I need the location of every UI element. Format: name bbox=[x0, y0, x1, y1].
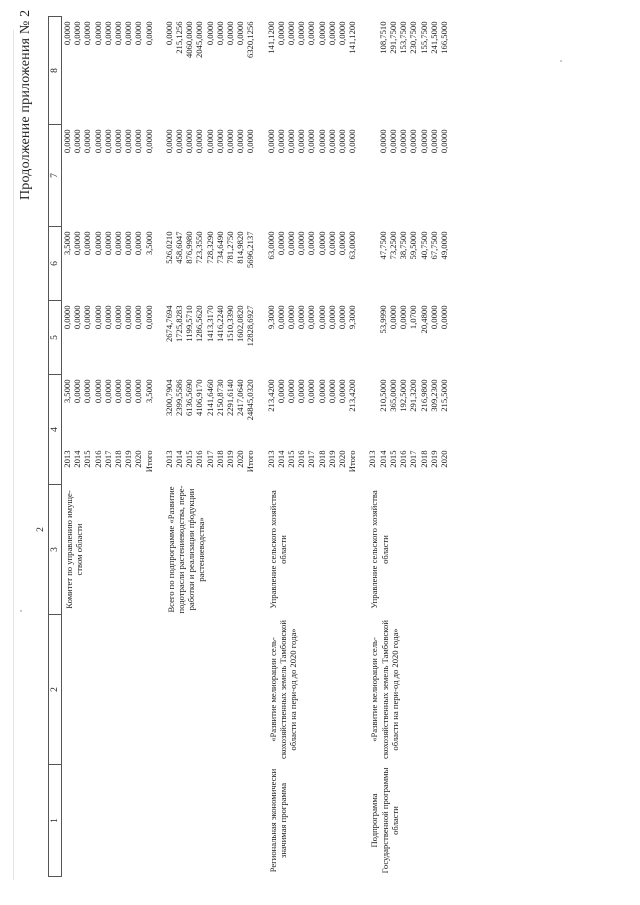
value-cell-c6: 723,3550 bbox=[194, 231, 205, 264]
year-cell: 2016 bbox=[194, 450, 205, 468]
value-cell-c6: 0,0000 bbox=[306, 231, 317, 256]
block-gap bbox=[357, 17, 367, 877]
value-cell-c4: 3,5000 bbox=[62, 379, 72, 404]
header-row bbox=[49, 17, 62, 877]
value-cell-c4: 2291,6140 bbox=[225, 379, 236, 417]
header-group-row bbox=[36, 17, 49, 877]
table-row bbox=[367, 17, 377, 877]
value-cell-c8: 141,1200 bbox=[347, 21, 358, 54]
value-cell-c6: 0,0000 bbox=[326, 231, 337, 256]
value-cell-c4: 2141,6460 bbox=[204, 379, 215, 417]
value-cell-c7: 0,0000 bbox=[133, 129, 144, 154]
value-cell-c4: 213,4200 bbox=[347, 379, 358, 412]
program-name-cell bbox=[164, 615, 256, 765]
value-cell-c4: 2399,5586 bbox=[174, 379, 185, 417]
year-cell: Итого bbox=[245, 450, 256, 473]
year-cell: 2019 bbox=[428, 450, 439, 468]
header-cell: 2 bbox=[49, 615, 62, 765]
value-cell-c8: 0,0000 bbox=[92, 21, 103, 46]
value-cell-c5: 9,3000 bbox=[347, 305, 358, 330]
value-cell-c5: 53,9990 bbox=[377, 305, 388, 334]
year-cell: 2016 bbox=[398, 450, 409, 468]
value-cell-c6: 0,0000 bbox=[92, 231, 103, 256]
value-cell-c6: 40,7500 bbox=[418, 231, 429, 260]
value-cell-c6: 0,0000 bbox=[286, 231, 297, 256]
value-cell-c7: 0,0000 bbox=[326, 129, 337, 154]
value-cell-c5: 12828,6927 bbox=[245, 305, 256, 347]
header-cell: 8 bbox=[49, 17, 62, 125]
header-cell: 3 bbox=[49, 485, 62, 615]
value-cell-c5: 20,4800 bbox=[418, 305, 429, 334]
value-cell-c4: 2150,8730 bbox=[214, 379, 225, 417]
value-cell-c8: 0,0000 bbox=[337, 21, 348, 46]
value-cell-c7: 0,0000 bbox=[62, 129, 72, 154]
value-cell-c6: 47,7500 bbox=[377, 231, 388, 260]
year-cell: 2019 bbox=[225, 450, 236, 468]
value-cell-c8: 2045,0000 bbox=[194, 21, 205, 59]
value-cell-c5: 2674,7694 bbox=[163, 305, 174, 343]
value-cell-c6: 0,0000 bbox=[316, 231, 327, 256]
year-cell: 2018 bbox=[113, 450, 124, 468]
value-cell-c8: 0,0000 bbox=[275, 21, 286, 46]
value-cell-c5: 1510,3390 bbox=[225, 305, 236, 343]
year-cell: 2016 bbox=[296, 450, 307, 468]
value-cell-c8: 166,5000 bbox=[438, 21, 449, 54]
value-cell-c6: 0,0000 bbox=[275, 231, 286, 256]
value-cell-c7: 0,0000 bbox=[123, 129, 134, 154]
value-cell-c5: 0,0000 bbox=[387, 305, 398, 330]
value-cell-c7: 0,0000 bbox=[286, 129, 297, 154]
value-cell-c7: 0,0000 bbox=[408, 129, 419, 154]
value-cell-c7: 0,0000 bbox=[214, 129, 225, 154]
value-cell-c5: 9,3000 bbox=[265, 305, 276, 330]
value-cell-c6: 0,0000 bbox=[337, 231, 348, 256]
value-cell-c4: 2417,0640 bbox=[235, 379, 246, 417]
value-cell-c8: 0,0000 bbox=[123, 21, 134, 46]
value-cell-c7: 0,0000 bbox=[438, 129, 449, 154]
value-cell-c5: 0,0000 bbox=[316, 305, 327, 330]
value-cell-c6: 3,5000 bbox=[143, 231, 154, 256]
year-cell: 2014 bbox=[275, 450, 286, 468]
value-cell-c5: 0,0000 bbox=[275, 305, 286, 330]
year-cell: 2014 bbox=[377, 450, 388, 468]
value-cell-c5: 0,0000 bbox=[143, 305, 154, 330]
executor-cell: Всего по подпрограмме «Развитие подотрасли растениеводства, пере-работки и реализации продукции растениеводства» bbox=[165, 485, 207, 614]
program-type-cell bbox=[62, 765, 154, 877]
value-cell-c5: 0,0000 bbox=[92, 305, 103, 330]
value-cell-c6: 59,5000 bbox=[408, 231, 419, 260]
value-cell-c7: 0,0000 bbox=[387, 129, 398, 154]
value-cell-c8: 0,0000 bbox=[102, 21, 113, 46]
value-cell-c7: 0,0000 bbox=[82, 129, 93, 154]
value-cell-c8: 0,0000 bbox=[72, 21, 83, 46]
value-cell-c7: 0,0000 bbox=[418, 129, 429, 154]
value-cell-c5: 0,0000 bbox=[428, 305, 439, 330]
value-cell-c4: 215,5000 bbox=[438, 379, 449, 412]
value-cell-c7: 0,0000 bbox=[204, 129, 215, 154]
value-cell-c8: 0,0000 bbox=[306, 21, 317, 46]
value-cell-c6: 0,0000 bbox=[82, 231, 93, 256]
year-cell: 2017 bbox=[204, 450, 215, 468]
value-cell-c6: 38,7500 bbox=[398, 231, 409, 260]
year-cell: 2018 bbox=[316, 450, 327, 468]
year-cell: 2018 bbox=[214, 450, 225, 468]
value-cell-c8 bbox=[367, 17, 377, 125]
value-cell-c4: 0,0000 bbox=[123, 379, 134, 404]
value-cell-c4: 213,4200 bbox=[265, 379, 276, 412]
executor-cell: Управление сельского хозяйства области bbox=[267, 490, 288, 609]
block-gap bbox=[154, 17, 164, 877]
value-cell-c6: 73,2500 bbox=[387, 231, 398, 260]
value-cell-c5: 1286,5620 bbox=[194, 305, 205, 343]
value-cell-c5: 1413,3170 bbox=[204, 305, 215, 343]
table-row bbox=[62, 17, 73, 877]
year-cell: 2014 bbox=[174, 450, 185, 468]
value-cell-c8: 0,0000 bbox=[113, 21, 124, 46]
value-cell-c5: 0,0000 bbox=[438, 305, 449, 330]
value-cell-c4: 0,0000 bbox=[92, 379, 103, 404]
block-gap bbox=[256, 17, 266, 877]
year-cell: 2013 bbox=[265, 450, 276, 468]
year-cell: 2017 bbox=[102, 450, 113, 468]
value-cell-c8: 155,7500 bbox=[418, 21, 429, 54]
value-cell-c5: 0,0000 bbox=[123, 305, 134, 330]
year-cell: 2015 bbox=[387, 450, 398, 468]
value-cell-c4: 0,0000 bbox=[82, 379, 93, 404]
value-cell-c5: 0,0000 bbox=[72, 305, 83, 330]
value-cell-c8: 0,0000 bbox=[62, 21, 72, 46]
value-cell-c6: 0,0000 bbox=[296, 231, 307, 256]
value-cell-c7: 0,0000 bbox=[225, 129, 236, 154]
table-row bbox=[164, 17, 174, 877]
value-cell-c4: 4106,9170 bbox=[194, 379, 205, 417]
value-cell-c6: 0,0000 bbox=[123, 231, 134, 256]
value-cell-c7: 0,0000 bbox=[143, 129, 154, 154]
value-cell-c7: 0,0000 bbox=[377, 129, 388, 154]
value-cell-c8: 0,0000 bbox=[316, 21, 327, 46]
year-cell: 2015 bbox=[286, 450, 297, 468]
value-cell-c7: 0,0000 bbox=[194, 129, 205, 154]
value-cell-c4: 0,0000 bbox=[113, 379, 124, 404]
value-cell-c5: 1725,8283 bbox=[174, 305, 185, 343]
value-cell-c5: 1199,5710 bbox=[184, 305, 195, 342]
year-cell: 2020 bbox=[133, 450, 144, 468]
value-cell-c5: 0,0000 bbox=[102, 305, 113, 330]
value-cell-c7: 0,0000 bbox=[275, 129, 286, 154]
value-cell-c6: 526,0210 bbox=[163, 231, 174, 264]
value-cell-c8: 108,7510 bbox=[377, 21, 388, 54]
year-cell: 2018 bbox=[418, 450, 429, 468]
value-cell-c6: 63,0000 bbox=[265, 231, 276, 260]
value-cell-c7: 0,0000 bbox=[72, 129, 83, 154]
value-cell-c8: 0,0000 bbox=[225, 21, 236, 46]
value-cell-c8: 0,0000 bbox=[235, 21, 246, 46]
value-cell-c4: 3200,7904 bbox=[163, 379, 174, 417]
value-cell-c4 bbox=[367, 375, 377, 445]
value-cell-c7: 0,0000 bbox=[174, 129, 185, 154]
value-cell-c6: 49,0000 bbox=[438, 231, 449, 260]
value-cell-c7: 0,0000 bbox=[347, 129, 358, 154]
value-cell-c6: 5696,2137 bbox=[245, 231, 256, 269]
table-row bbox=[266, 17, 276, 877]
budget-table bbox=[36, 16, 449, 877]
value-cell-c5: 1,0700 bbox=[408, 305, 419, 330]
value-cell-c8: 141,1200 bbox=[265, 21, 276, 54]
year-cell: Итого bbox=[143, 450, 154, 473]
program-name-cell: «Развитие мелиорации сель-скохозяйственных земель Тамбовской области на пери-од до 2020 года» bbox=[267, 620, 299, 759]
value-cell-c5: 0,0000 bbox=[296, 305, 307, 330]
value-cell-c8: 0,0000 bbox=[204, 21, 215, 46]
value-cell-c7: 0,0000 bbox=[102, 129, 113, 154]
value-cell-c7: 0,0000 bbox=[245, 129, 256, 154]
value-cell-c8: 0,0000 bbox=[163, 21, 174, 46]
value-cell-c8: 0,0000 bbox=[133, 21, 144, 46]
page-title: Продолжение приложения № 2 bbox=[18, 9, 33, 200]
header-cell: 4 bbox=[49, 375, 62, 485]
value-cell-c7: 0,0000 bbox=[92, 129, 103, 154]
year-cell: 2017 bbox=[408, 450, 419, 468]
value-cell-c4: 0,0000 bbox=[326, 379, 337, 404]
value-cell-c7: 0,0000 bbox=[296, 129, 307, 154]
value-cell-c6: 0,0000 bbox=[72, 231, 83, 256]
value-cell-c5: 0,0000 bbox=[306, 305, 317, 330]
year-cell: 2013 bbox=[163, 450, 174, 468]
value-cell-c6: 458,6047 bbox=[174, 231, 185, 264]
value-cell-c4: 0,0000 bbox=[296, 379, 307, 404]
value-cell-c5: 0,0000 bbox=[113, 305, 124, 330]
value-cell-c8: 4060,0000 bbox=[184, 21, 195, 59]
value-cell-c6: 876,9980 bbox=[184, 231, 195, 264]
value-cell-c8: 0,0000 bbox=[143, 21, 154, 46]
program-type-cell bbox=[164, 765, 256, 877]
value-cell-c4: 0,0000 bbox=[133, 379, 144, 404]
value-cell-c6: 781,2750 bbox=[225, 231, 236, 264]
value-cell-c4: 309,2300 bbox=[428, 379, 439, 412]
executor-cell: Управление сельского хозяйства области bbox=[369, 490, 390, 609]
value-cell-c5: 0,0000 bbox=[326, 305, 337, 330]
year-cell: 2015 bbox=[184, 450, 195, 468]
header-cell: 6 bbox=[49, 227, 62, 301]
value-cell-c8: 241,5000 bbox=[428, 21, 439, 54]
value-cell-c8: 0,0000 bbox=[82, 21, 93, 46]
year-cell: 2015 bbox=[82, 450, 93, 468]
value-cell-c6: 0,0000 bbox=[113, 231, 124, 256]
value-cell-c4: 0,0000 bbox=[72, 379, 83, 404]
value-cell-c5: 1602,0820 bbox=[235, 305, 246, 343]
value-cell-c8: 230,7500 bbox=[408, 21, 419, 54]
value-cell-c7: 0,0000 bbox=[265, 129, 276, 154]
year-cell: 2017 bbox=[306, 450, 317, 468]
value-cell-c4: 3,5000 bbox=[143, 379, 154, 404]
program-type-cell: Региональная экономически значимая программа bbox=[267, 768, 288, 873]
value-cell-c4: 365,0000 bbox=[387, 379, 398, 412]
year-cell: 2013 bbox=[367, 450, 378, 468]
value-cell-c6: 63,0000 bbox=[347, 231, 358, 260]
value-cell-c6: 3,5000 bbox=[62, 231, 72, 256]
value-cell-c5: 0,0000 bbox=[82, 305, 93, 330]
value-cell-c7 bbox=[367, 125, 377, 227]
value-cell-c8: 0,0000 bbox=[214, 21, 225, 46]
value-cell-c8: 0,0000 bbox=[296, 21, 307, 46]
value-cell-c7: 0,0000 bbox=[235, 129, 246, 154]
value-cell-c8: 0,0000 bbox=[326, 21, 337, 46]
program-name-cell: «Развитие мелиорации сель-скохозяйственных земель Тамбовской области на пери-од до 2020 года» bbox=[369, 620, 400, 759]
value-cell-c6 bbox=[367, 227, 377, 301]
value-cell-c6: 67,7500 bbox=[428, 231, 439, 260]
header-group-cell: 2 bbox=[36, 445, 49, 615]
year-cell: 2020 bbox=[438, 450, 449, 468]
value-cell-c7: 0,0000 bbox=[306, 129, 317, 154]
value-cell-c7: 0,0000 bbox=[113, 129, 124, 154]
header-cell: 7 bbox=[49, 125, 62, 227]
value-cell-c7: 0,0000 bbox=[316, 129, 327, 154]
year-cell: 2013 bbox=[62, 450, 72, 468]
value-cell-c5: 0,0000 bbox=[62, 305, 72, 330]
value-cell-c6: 0,0000 bbox=[102, 231, 113, 256]
value-cell-c4: 0,0000 bbox=[102, 379, 113, 404]
value-cell-c7: 0,0000 bbox=[398, 129, 409, 154]
value-cell-c4: 192,5000 bbox=[398, 379, 409, 412]
value-cell-c6: 0,0000 bbox=[133, 231, 144, 256]
value-cell-c5: 1416,2240 bbox=[214, 305, 225, 343]
value-cell-c7: 0,0000 bbox=[428, 129, 439, 154]
year-cell: 2020 bbox=[337, 450, 348, 468]
value-cell-c4: 24845,0320 bbox=[245, 379, 256, 421]
value-cell-c4: 0,0000 bbox=[337, 379, 348, 404]
year-cell: 2014 bbox=[72, 450, 83, 468]
header-cell: 5 bbox=[49, 301, 62, 375]
value-cell-c5: 0,0000 bbox=[337, 305, 348, 330]
value-cell-c8: 0,0000 bbox=[286, 21, 297, 46]
program-type-cell: Подпрограмма Государственной программы области bbox=[369, 767, 400, 874]
value-cell-c4: 291,3200 bbox=[408, 379, 419, 412]
value-cell-c6: 814,9820 bbox=[235, 231, 246, 264]
header-cell: 1 bbox=[49, 765, 62, 877]
value-cell-c4: 0,0000 bbox=[316, 379, 327, 404]
value-cell-c6: 734,6490 bbox=[214, 231, 225, 264]
executor-cell: Комитет по управлению имуще-ством области bbox=[64, 490, 85, 609]
value-cell-c4: 0,0000 bbox=[275, 379, 286, 404]
value-cell-c8: 291,7500 bbox=[387, 21, 398, 54]
year-cell: 2016 bbox=[92, 450, 103, 468]
year-cell: 2019 bbox=[326, 450, 337, 468]
value-cell-c7: 0,0000 bbox=[337, 129, 348, 154]
value-cell-c8: 153,7500 bbox=[398, 21, 409, 54]
value-cell-c4: 210,5000 bbox=[377, 379, 388, 412]
value-cell-c7: 0,0000 bbox=[184, 129, 195, 154]
value-cell-c5: 0,0000 bbox=[286, 305, 297, 330]
year-cell: 2020 bbox=[235, 450, 246, 468]
value-cell-c5: 0,0000 bbox=[133, 305, 144, 330]
value-cell-c8: 215,1256 bbox=[174, 21, 185, 54]
year-cell: Итого bbox=[347, 450, 358, 473]
value-cell-c7: 0,0000 bbox=[163, 129, 174, 154]
program-name-cell bbox=[62, 615, 154, 765]
value-cell-c4: 216,9800 bbox=[418, 379, 429, 412]
value-cell-c4: 0,0000 bbox=[286, 379, 297, 404]
value-cell-c5 bbox=[367, 301, 377, 375]
value-cell-c5: 0,0000 bbox=[398, 305, 409, 330]
value-cell-c4: 6136,5690 bbox=[184, 379, 195, 417]
value-cell-c4: 0,0000 bbox=[306, 379, 317, 404]
year-cell: 2019 bbox=[123, 450, 134, 468]
value-cell-c6: 728,3290 bbox=[204, 231, 215, 264]
value-cell-c8: 6320,1256 bbox=[245, 21, 256, 59]
